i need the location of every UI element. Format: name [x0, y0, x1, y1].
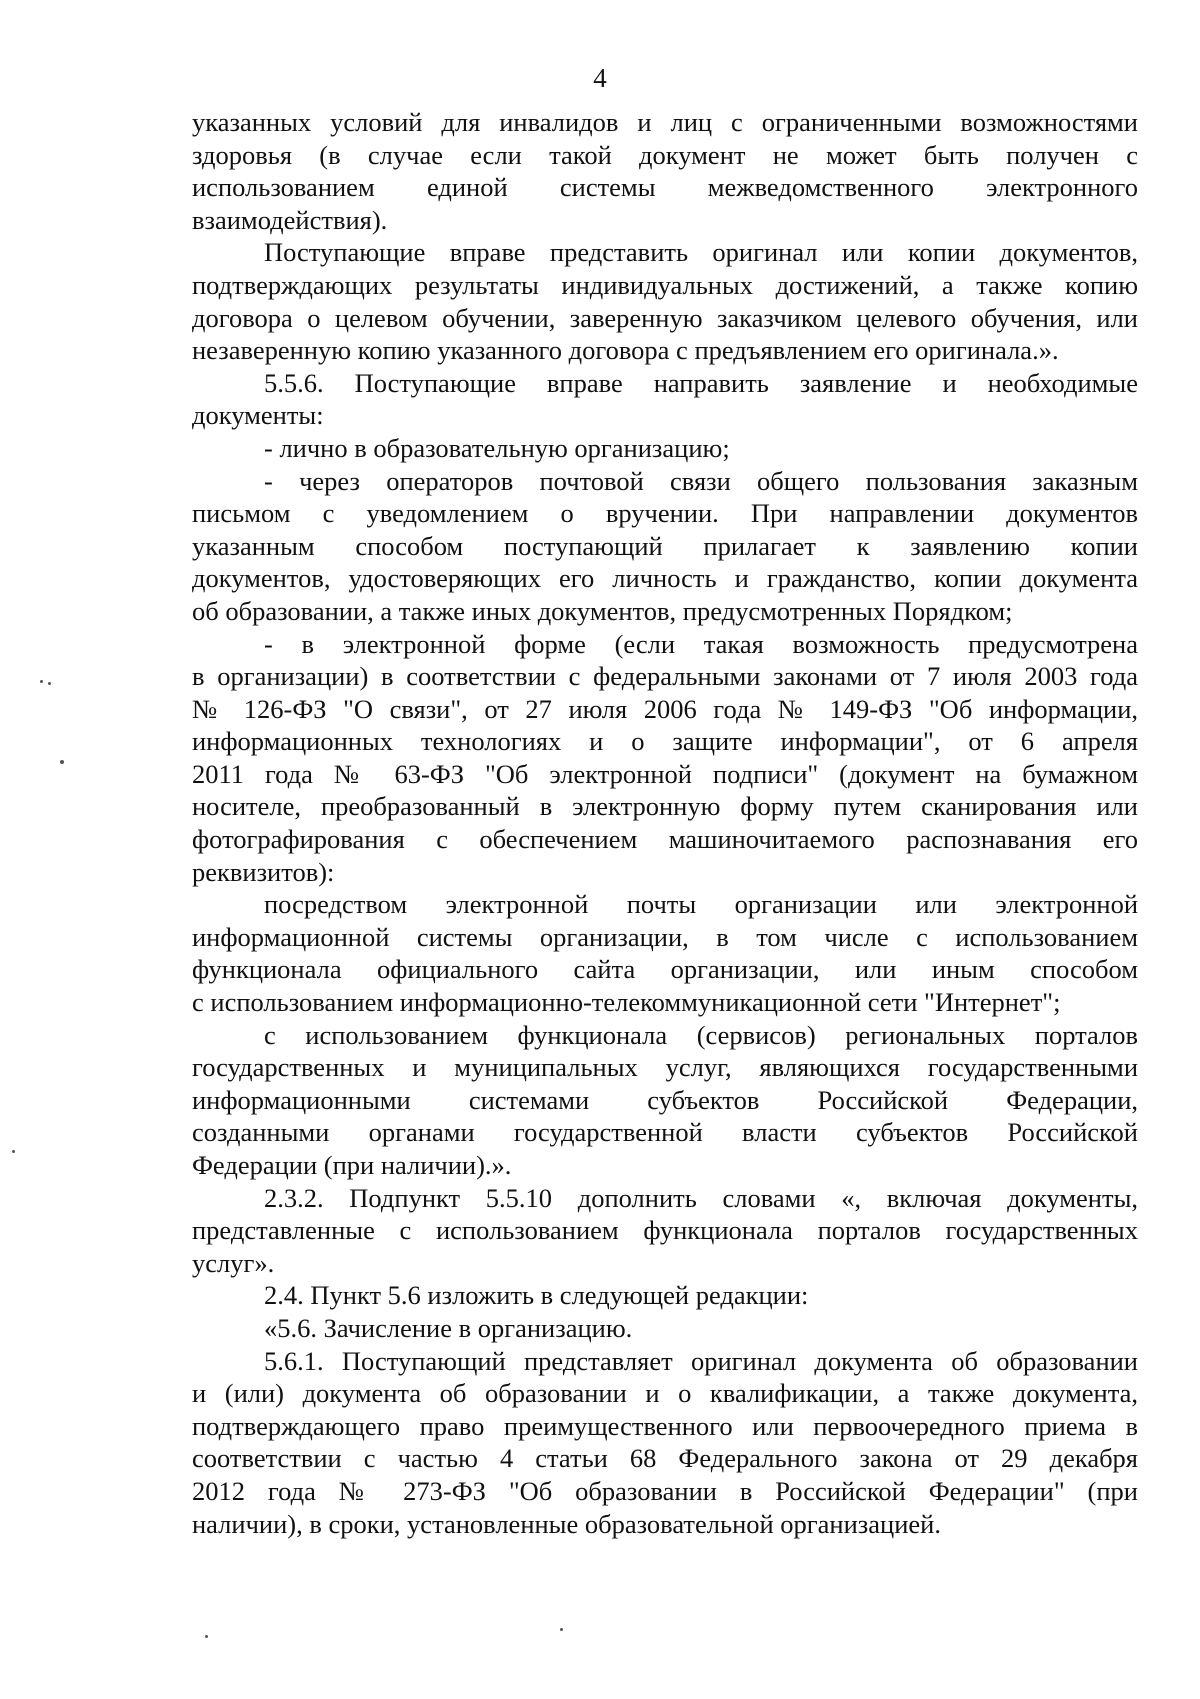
- text-line: документов, удостоверяющих его личность и гражданство, копии документа: [192, 563, 1138, 594]
- text-line: об образовании, а также иных документов, предусмотренных Порядком;: [192, 595, 1013, 626]
- text-line: функционала официального сайта организации, или иным способом: [192, 954, 1138, 985]
- scan-speck: [12, 1150, 15, 1153]
- text-line: услуг».: [192, 1247, 275, 1278]
- text-line: 2.4. Пункт 5.6 изложить в следующей редакции:: [264, 1280, 809, 1311]
- text-line: 2012 года № 273-ФЗ "Об образовании в Российской Федерации" (при: [192, 1475, 1138, 1506]
- text-line: фотографирования с обеспечением машиночитаемого распознавания его: [192, 824, 1138, 855]
- text-line: и (или) документа об образовании и о квалификации, а также документа,: [192, 1378, 1138, 1409]
- text-line: наличии), в сроки, установленные образовательной организацией.: [192, 1508, 941, 1539]
- text-line: с использованием информационно-телекоммуникационной сети "Интернет";: [192, 987, 1061, 1018]
- scan-speck: [60, 760, 64, 764]
- text-line: - в электронной форме (если такая возможность предусмотрена: [264, 628, 1138, 659]
- text-line: № 126-ФЗ "О связи", от 27 июля 2006 года № 149-ФЗ "Об информации,: [192, 693, 1138, 724]
- text-line: подтверждающего право преимущественного или первоочередного приема в: [192, 1410, 1138, 1441]
- text-line: здоровья (в случае если такой документ не может быть получен с: [192, 139, 1138, 170]
- text-line: - лично в образовательную организацию;: [264, 432, 730, 463]
- text-line: «5.6. Зачисление в организацию.: [264, 1312, 633, 1343]
- text-line: 2.3.2. Подпункт 5.5.10 дополнить словами «, включая документы,: [264, 1182, 1138, 1213]
- document-body: [192, 106, 1138, 1540]
- text-line: использованием единой системы межведомственного электронного: [192, 172, 1138, 203]
- text-line: подтверждающих результаты индивидуальных достижений, а также копию: [192, 269, 1138, 300]
- text-line: взаимодействия).: [192, 204, 388, 235]
- text-line: реквизитов):: [192, 856, 335, 887]
- page-number: 4: [593, 63, 607, 93]
- text-line: 5.5.6. Поступающие вправе направить заявление и необходимые: [264, 367, 1138, 398]
- text-line: носителе, преобразованный в электронную форму путем сканирования или: [192, 791, 1138, 822]
- scan-speck: [40, 680, 43, 683]
- text-line: незаверенную копию указанного договора с предъявлением его оригинала.».: [192, 335, 1059, 366]
- text-line: созданными органами государственной власти субъектов Российской: [192, 1117, 1138, 1148]
- text-line: указанным способом поступающий прилагает к заявлению копии: [192, 530, 1138, 561]
- text-line: посредством электронной почты организации или электронной: [264, 889, 1138, 920]
- text-line: указанных условий для инвалидов и лиц с ограниченными возможностями: [192, 107, 1138, 137]
- text-line: соответствии с частью 4 статьи 68 Федерального закона от 29 декабря: [192, 1443, 1138, 1474]
- text-line: документы:: [192, 400, 324, 431]
- text-line: 5.6.1. Поступающий представляет оригинал документа об образовании: [264, 1345, 1138, 1376]
- text-line: Поступающие вправе представить оригинал или копии документов,: [264, 237, 1138, 268]
- text-line: Федерации (при наличии).».: [192, 1150, 512, 1180]
- text-line: представленные с использованием функционала порталов государственных: [192, 1215, 1138, 1246]
- text-line: договора о целевом обучении, заверенную заказчиком целевого обучения, или: [192, 302, 1138, 333]
- text-line: - через операторов почтовой связи общего пользования заказным: [264, 465, 1138, 496]
- text-line: письмом с уведомлением о вручении. При направлении документов: [192, 498, 1138, 529]
- text-line: с использованием функционала (сервисов) региональных порталов: [264, 1019, 1138, 1050]
- text-line: информационными системами субъектов Российской Федерации,: [192, 1084, 1138, 1115]
- scan-speck: [205, 1635, 208, 1638]
- text-line: информационных технологиях и о защите информации", от 6 апреля: [192, 726, 1138, 757]
- text-line: 2011 года № 63-ФЗ "Об электронной подписи" (документ на бумажном: [192, 758, 1138, 789]
- scan-speck: [560, 1628, 563, 1631]
- text-line: в организации) в соответствии с федеральными законами от 7 июля 2003 года: [192, 661, 1138, 692]
- scan-speck: [48, 682, 51, 685]
- text-line: информационной системы организации, в том числе с использованием: [192, 921, 1138, 952]
- text-line: государственных и муниципальных услуг, являющихся государственными: [192, 1052, 1138, 1083]
